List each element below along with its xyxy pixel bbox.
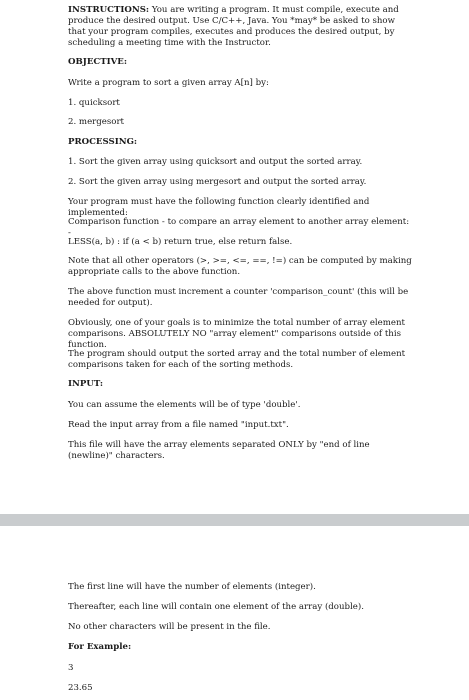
thereafter-note: Thereafter, each line will contain one element of the array (double). xyxy=(68,602,364,612)
objective-intro: Write a program to sort a given array A[n] by: xyxy=(68,78,269,88)
less-definition: LESS(a, b) : if (a < b) return true, else return false. xyxy=(68,237,293,247)
page-divider xyxy=(0,514,469,526)
example-heading: For Example: xyxy=(68,642,132,652)
processing-step-2: 2. Sort the given array using mergesort and output the sorted array. xyxy=(68,177,367,187)
example-value-element: 23.65 xyxy=(68,683,93,693)
instructions-text: You are writing a program. It must compile, execute and produce the desired output. Use C/C++, Java. You *may* be asked to show that your program compiles, executes and produces the desired output, by scheduling a meeting time with the Instructor. xyxy=(68,5,399,48)
input-type-note: You can assume the elements will be of type 'double'. xyxy=(68,400,301,410)
goal-note: Obviously, one of your goals is to minimize the total number of array element comparisons. ABSOLUTELY NO "array element" comparisons outside of this function. xyxy=(68,318,405,350)
objective-heading: OBJECTIVE: xyxy=(68,57,128,67)
example-value-count: 3 xyxy=(68,663,74,673)
objective-item-quicksort: 1. quicksort xyxy=(68,98,120,108)
processing-heading: PROCESSING: xyxy=(68,137,138,147)
no-other-note: No other characters will be present in the file. xyxy=(68,622,271,632)
instructions-label: INSTRUCTIONS: xyxy=(68,5,150,15)
input-heading: INPUT: xyxy=(68,379,104,389)
instructions-paragraph xyxy=(68,5,413,49)
comparison-function-text: Comparison function - to compare an array element to another array element: - xyxy=(68,217,410,238)
input-file-note: This file will have the array elements separated ONLY by "end of line (newline)" characters. xyxy=(68,440,370,461)
first-line-note: The first line will have the number of elements (integer). xyxy=(68,582,316,592)
input-read-note: Read the input array from a file named "input.txt". xyxy=(68,420,289,430)
counter-note: The above function must increment a counter 'comparison_count' (this will be needed for output). xyxy=(68,287,409,308)
objective-item-mergesort: 2. mergesort xyxy=(68,117,125,127)
output-note: The program should output the sorted array and the total number of element comparisons taken for each of the sorting methods. xyxy=(68,349,406,370)
must-have-text: Your program must have the following function clearly identified and implemented: xyxy=(68,197,370,218)
operators-note: Note that all other operators (>, >=, <=, ==, !=) can be computed by making appropriate calls to the above function. xyxy=(68,256,412,277)
processing-step-1: 1. Sort the given array using quicksort and output the sorted array. xyxy=(68,157,363,167)
